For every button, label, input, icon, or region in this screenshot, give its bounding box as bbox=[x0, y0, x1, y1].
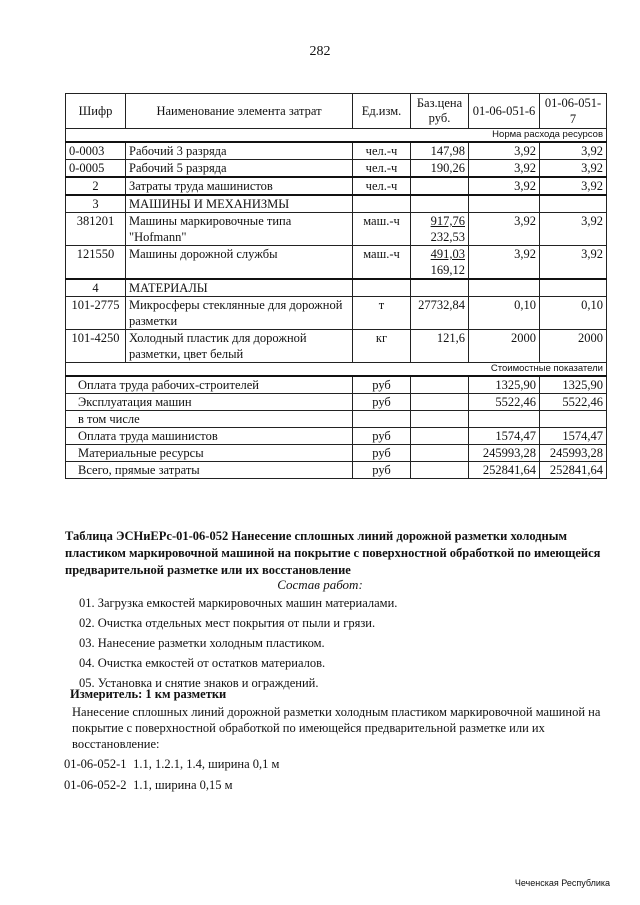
section-code: 3 bbox=[66, 195, 126, 213]
table-row bbox=[66, 297, 607, 330]
code-item bbox=[64, 775, 279, 796]
cost-row bbox=[66, 376, 607, 394]
cost-row bbox=[66, 445, 607, 462]
cell-value-1: 3,92 bbox=[469, 177, 540, 195]
cell-code: 381201 bbox=[66, 213, 126, 246]
table-row bbox=[66, 177, 607, 195]
cost-label: Стоимостные показатели bbox=[66, 363, 607, 377]
header-price: Баз.цена руб. bbox=[411, 94, 469, 129]
header-col1: 01-06-051-6 bbox=[469, 94, 540, 129]
cost-row bbox=[66, 428, 607, 445]
header-unit: Ед.изм. bbox=[353, 94, 411, 129]
work-item: 02. Очистка отдельных мест покрытия от пыли и грязи. bbox=[79, 616, 376, 630]
cell-name: Машины маркировочные типа "Hofmann" bbox=[126, 213, 353, 246]
cost-row bbox=[66, 394, 607, 411]
cost-label-row bbox=[66, 363, 607, 377]
cell-price: 190,26 bbox=[411, 160, 469, 178]
cell-value-2: 3,92 bbox=[540, 142, 607, 160]
cell-price bbox=[411, 177, 469, 195]
section-row-machines bbox=[66, 195, 607, 213]
codes-list bbox=[64, 754, 279, 796]
cell-code: 101-2775 bbox=[66, 297, 126, 330]
section-title: МАШИНЫ И МЕХАНИЗМЫ bbox=[126, 195, 353, 213]
table-row bbox=[66, 246, 607, 280]
cost-value-1: 5522,46 bbox=[469, 394, 540, 411]
norm-label-row bbox=[66, 129, 607, 143]
footer-region: Чеченская Республика bbox=[514, 878, 610, 888]
page-number: 282 bbox=[309, 44, 331, 59]
cell-value-1: 3,92 bbox=[469, 142, 540, 160]
cost-value-2: 1574,47 bbox=[540, 428, 607, 445]
cell-price: 121,6 bbox=[411, 330, 469, 363]
work-description: Нанесение сплошных линий дорожной разметки холодным пластиком маркировочной машиной на покрытие с поверхностной обработкой по имеющейся предварительной разметке или их восстановление: bbox=[72, 705, 601, 751]
work-item: 05. Установка и снятие знаков и ограждений. bbox=[79, 676, 319, 690]
table-caption: Таблица ЭСНиЕРс-01-06-052 Нанесение сплошных линий дорожной разметки холодным пластиком маркировочной машиной на покрытие с поверхностной обработкой по имеющейся предварительной разметке или их восстановление bbox=[65, 529, 601, 577]
code-id: 01-06-052-1 bbox=[64, 757, 127, 771]
cost-unit: руб bbox=[353, 445, 411, 462]
resource-table bbox=[65, 93, 607, 479]
cell-value-1: 2000 bbox=[469, 330, 540, 363]
header-col2: 01-06-051-7 bbox=[540, 94, 607, 129]
cost-name: Всего, прямые затраты bbox=[66, 462, 353, 479]
cell-value-1: 0,10 bbox=[469, 297, 540, 330]
cost-value-2: 245993,28 bbox=[540, 445, 607, 462]
cell-name: Микросферы стеклянные для дорожной разметки bbox=[126, 297, 353, 330]
table-header-row bbox=[66, 94, 607, 129]
cost-unit: руб bbox=[353, 376, 411, 394]
cell-unit: чел.-ч bbox=[353, 160, 411, 178]
cell-unit: чел.-ч bbox=[353, 142, 411, 160]
cell-code: 2 bbox=[66, 177, 126, 195]
cost-unit: руб bbox=[353, 394, 411, 411]
norm-label: Норма расхода ресурсов bbox=[66, 129, 607, 143]
cell-value-2: 3,92 bbox=[540, 160, 607, 178]
cost-row-total bbox=[66, 462, 607, 479]
cell-unit: кг bbox=[353, 330, 411, 363]
cost-value-1: 245993,28 bbox=[469, 445, 540, 462]
cell-value-2: 3,92 bbox=[540, 246, 607, 280]
cell-name: Рабочий 3 разряда bbox=[126, 142, 353, 160]
price-wage: 232,53 bbox=[430, 230, 465, 244]
cell-unit: маш.-ч bbox=[353, 213, 411, 246]
cell-value-2: 0,10 bbox=[540, 297, 607, 330]
cell-name: Затраты труда машинистов bbox=[126, 177, 353, 195]
cost-name: Оплата труда машинистов bbox=[66, 428, 353, 445]
section-title: МАТЕРИАЛЫ bbox=[126, 279, 353, 297]
cost-unit: руб bbox=[353, 462, 411, 479]
cost-value-1: 1574,47 bbox=[469, 428, 540, 445]
cell-price bbox=[411, 213, 469, 246]
cost-name: Эксплуатация машин bbox=[66, 394, 353, 411]
work-item: 04. Очистка емкостей от остатков материалов. bbox=[79, 656, 326, 670]
code-item bbox=[64, 754, 279, 775]
cell-value-2: 2000 bbox=[540, 330, 607, 363]
works-list bbox=[79, 593, 397, 693]
works-title: Состав работ: bbox=[277, 577, 363, 592]
cell-unit: маш.-ч bbox=[353, 246, 411, 280]
cost-name: Оплата труда рабочих-строителей bbox=[66, 376, 353, 394]
cost-row bbox=[66, 411, 607, 428]
table-row bbox=[66, 213, 607, 246]
cell-value-1: 3,92 bbox=[469, 160, 540, 178]
header-code: Шифр bbox=[66, 94, 126, 129]
cost-name: в том числе bbox=[66, 411, 353, 428]
cell-name: Рабочий 5 разряда bbox=[126, 160, 353, 178]
cost-value-2: 252841,64 bbox=[540, 462, 607, 479]
cell-value-2: 3,92 bbox=[540, 213, 607, 246]
price-total: 491,03 bbox=[430, 247, 465, 261]
meter-label: Измеритель: 1 км разметки bbox=[70, 687, 227, 701]
cost-value-2: 1325,90 bbox=[540, 376, 607, 394]
cell-name: Холодный пластик для дорожной разметки, цвет белый bbox=[126, 330, 353, 363]
cell-price bbox=[411, 246, 469, 280]
section-row-materials bbox=[66, 279, 607, 297]
cell-code: 121550 bbox=[66, 246, 126, 280]
cell-price: 147,98 bbox=[411, 142, 469, 160]
cell-price: 27732,84 bbox=[411, 297, 469, 330]
cost-name: Материальные ресурсы bbox=[66, 445, 353, 462]
cell-unit: т bbox=[353, 297, 411, 330]
cell-code: 0-0003 bbox=[66, 142, 126, 160]
cell-value-1: 3,92 bbox=[469, 213, 540, 246]
price-wage: 169,12 bbox=[430, 263, 465, 277]
table-row bbox=[66, 330, 607, 363]
cell-code: 0-0005 bbox=[66, 160, 126, 178]
price-total: 917,76 bbox=[430, 214, 465, 228]
cell-value-2: 3,92 bbox=[540, 177, 607, 195]
cell-code: 101-4250 bbox=[66, 330, 126, 363]
work-item: 01. Загрузка емкостей маркировочных машин материалами. bbox=[79, 596, 398, 610]
section-code: 4 bbox=[66, 279, 126, 297]
code-text: 1.1, ширина 0,15 м bbox=[133, 778, 233, 792]
cell-name: Машины дорожной службы bbox=[126, 246, 353, 280]
cost-value-1: 252841,64 bbox=[469, 462, 540, 479]
work-item: 03. Нанесение разметки холодным пластиком. bbox=[79, 636, 325, 650]
cost-value-1: 1325,90 bbox=[469, 376, 540, 394]
header-name: Наименование элемента затрат bbox=[126, 94, 353, 129]
code-text: 1.1, 1.2.1, 1.4, ширина 0,1 м bbox=[133, 757, 280, 771]
cell-value-1: 3,92 bbox=[469, 246, 540, 280]
cost-unit: руб bbox=[353, 428, 411, 445]
cell-unit: чел.-ч bbox=[353, 177, 411, 195]
table-row bbox=[66, 142, 607, 160]
table-row bbox=[66, 160, 607, 178]
code-id: 01-06-052-2 bbox=[64, 778, 127, 792]
cost-value-2: 5522,46 bbox=[540, 394, 607, 411]
